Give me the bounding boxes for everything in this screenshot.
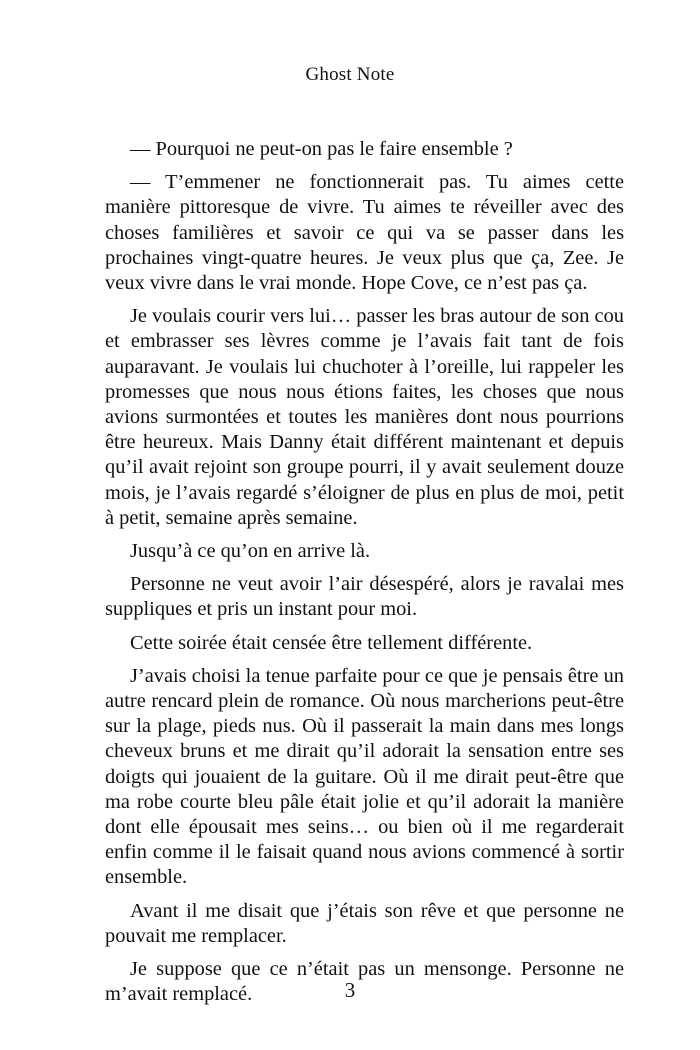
paragraph: Cette soirée était censée être tellement différente. <box>130 631 533 654</box>
paragraph: Jusqu’à ce qu’on en arrive là. <box>130 540 371 563</box>
paragraph: Je voulais courir vers lui… passer les bras autour de son cou et embrasser ses lèvres comme je l’avais fait tant de fois auparavant. Je voulais lui chuchoter à l’oreille, lui rappeler les promesses que nous nous étions faites, les choses que nous avions surmontées et toutes les manières dont nous pourrions être heureux. Mais Danny était différent maintenant et depuis qu’il avait rejoint son groupe pourri, il y avait seulement douze mois, je l’avais regardé s’éloigner de plus en plus de moi, petit à petit, semaine après semaine. <box>105 305 624 529</box>
page-number: 3 <box>344 978 356 1002</box>
paragraph: J’avais choisi la tenue parfaite pour ce que je pensais être un autre rencard plein de romance. Où nous marcherions peut-être sur la plage, pieds nus. Où il passerait la main dans mes longs cheveux bruns et me dirait qu’il adorait la sensation entre ses doigts qui jouaient de la guitare. Où il me dirait peut-être que ma robe courte bleu pâle était jolie et qu’il adorait la manière dont elle épousait mes seins… ou bien où il me regarderait enfin comme il le faisait quand nous avions commencé à sortir ensemble. <box>105 664 624 889</box>
paragraph: — Pourquoi ne peut-on pas le faire ensemble ? <box>130 138 513 160</box>
paragraph: Je suppose que ce n’était pas un mensonge. Personne ne m’avait remplacé. <box>105 958 624 1006</box>
running-header: Ghost Note <box>305 64 395 85</box>
paragraph: — T’emmener ne fonctionnerait pas. Tu aimes cette manière pittoresque de vivre. Tu aimes te réveiller avec des choses familières et savoir ce qui va se passer dans les prochaines vingt-quatre heures. Je veux plus que ça, Zee. Je veux vivre dans le vrai monde. Hope Cove, ce n’est pas ça. <box>105 171 624 295</box>
body-text <box>105 137 624 1016</box>
paragraph: Personne ne veut avoir l’air désespéré, alors je ravalai mes suppliques et pris un instant pour moi. <box>105 573 624 621</box>
paragraph: Avant il me disait que j’étais son rêve et que personne ne pouvait me remplacer. <box>105 899 624 947</box>
